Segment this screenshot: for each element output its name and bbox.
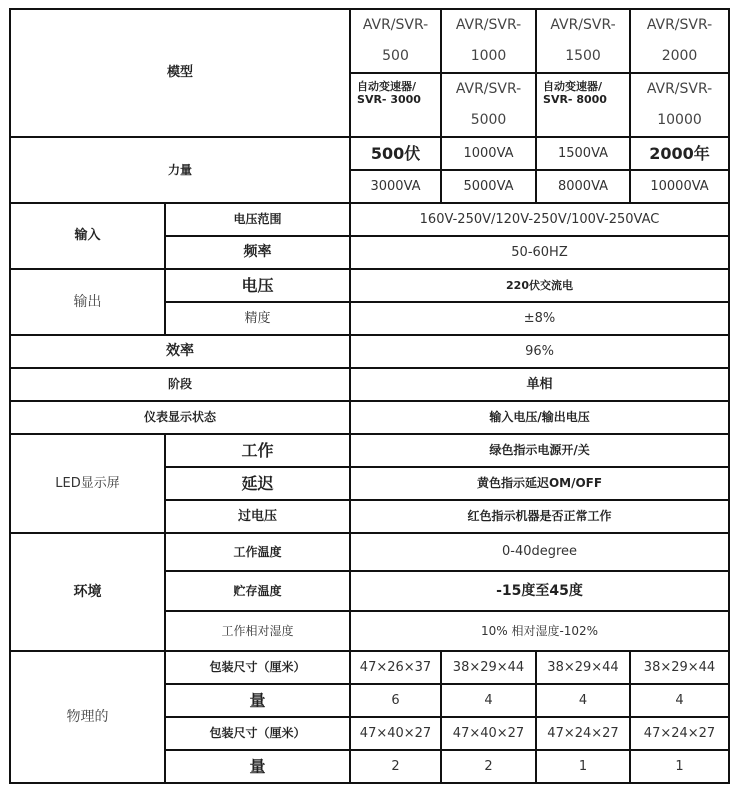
overvoltage-label: 过电压 bbox=[165, 500, 350, 533]
power-cell: 1000VA bbox=[441, 137, 536, 170]
humidity-value: 10% 相对湿度-102% bbox=[350, 611, 729, 651]
pack-size-label: 包装尺寸（厘米） bbox=[165, 651, 350, 684]
op-temp-label: 工作温度 bbox=[165, 533, 350, 571]
led-label: LED显示屏 bbox=[10, 434, 165, 533]
power-cell: 5000VA bbox=[441, 170, 536, 203]
power-cell: 2000年 bbox=[630, 137, 729, 170]
voltage-label: 电压 bbox=[165, 269, 350, 302]
storage-temp-value: -15度至45度 bbox=[350, 571, 729, 611]
qty-cell: 2 bbox=[350, 750, 441, 783]
qty-label: 量 bbox=[165, 750, 350, 783]
qty-cell: 4 bbox=[630, 684, 729, 717]
voltage-range-label: 电压范围 bbox=[165, 203, 350, 236]
qty-cell: 4 bbox=[536, 684, 630, 717]
pack-size-cell: 47×40×27 bbox=[441, 717, 536, 750]
frequency-label: 频率 bbox=[165, 236, 350, 269]
meter-label: 仪表显示状态 bbox=[10, 401, 350, 434]
voltage-range-value: 160V-250V/120V-250V/100V-250VAC bbox=[350, 203, 729, 236]
work-value: 绿色指示电源开/关 bbox=[350, 434, 729, 467]
phase-value: 单相 bbox=[350, 368, 729, 401]
pack-size-cell: 38×29×44 bbox=[536, 651, 630, 684]
pack-size-cell: 47×26×37 bbox=[350, 651, 441, 684]
pack-size-cell: 47×24×27 bbox=[536, 717, 630, 750]
accuracy-label: 精度 bbox=[165, 302, 350, 335]
power-cell: 3000VA bbox=[350, 170, 441, 203]
accuracy-value: ±8% bbox=[350, 302, 729, 335]
model-cell: 自动变速器/ SVR- 8000 bbox=[536, 73, 630, 137]
pack-size-cell: 47×40×27 bbox=[350, 717, 441, 750]
power-cell: 10000VA bbox=[630, 170, 729, 203]
voltage-value: 220伏交流电 bbox=[350, 269, 729, 302]
overvoltage-value: 红色指示机器是否正常工作 bbox=[350, 500, 729, 533]
frequency-value: 50-60HZ bbox=[350, 236, 729, 269]
qty-cell: 4 bbox=[441, 684, 536, 717]
model-cell: AVR/SVR- 1500 bbox=[536, 9, 630, 73]
pack-size-label: 包装尺寸（厘米） bbox=[165, 717, 350, 750]
model-cell: AVR/SVR- 5000 bbox=[441, 73, 536, 137]
efficiency-label: 效率 bbox=[10, 335, 350, 368]
meter-value: 输入电压/输出电压 bbox=[350, 401, 729, 434]
storage-temp-label: 贮存温度 bbox=[165, 571, 350, 611]
power-label: 力量 bbox=[10, 137, 350, 203]
phase-label: 阶段 bbox=[10, 368, 350, 401]
power-cell: 8000VA bbox=[536, 170, 630, 203]
model-cell: AVR/SVR- 500 bbox=[350, 9, 441, 73]
model-cell: AVR/SVR- 2000 bbox=[630, 9, 729, 73]
op-temp-value: 0-40degree bbox=[350, 533, 729, 571]
pack-size-cell: 38×29×44 bbox=[441, 651, 536, 684]
humidity-label: 工作相对湿度 bbox=[165, 611, 350, 651]
qty-cell: 6 bbox=[350, 684, 441, 717]
power-cell: 500伏 bbox=[350, 137, 441, 170]
delay-label: 延迟 bbox=[165, 467, 350, 500]
pack-size-cell: 47×24×27 bbox=[630, 717, 729, 750]
power-cell: 1500VA bbox=[536, 137, 630, 170]
input-label: 输入 bbox=[10, 203, 165, 269]
spec-table bbox=[9, 8, 730, 784]
pack-size-cell: 38×29×44 bbox=[630, 651, 729, 684]
model-cell: AVR/SVR- 1000 bbox=[441, 9, 536, 73]
qty-cell: 1 bbox=[536, 750, 630, 783]
model-cell: 自动变速器/ SVR- 3000 bbox=[350, 73, 441, 137]
qty-cell: 1 bbox=[630, 750, 729, 783]
qty-cell: 2 bbox=[441, 750, 536, 783]
env-label: 环境 bbox=[10, 533, 165, 651]
model-cell: AVR/SVR- 10000 bbox=[630, 73, 729, 137]
work-label: 工作 bbox=[165, 434, 350, 467]
model-label: 模型 bbox=[10, 9, 350, 137]
efficiency-value: 96% bbox=[350, 335, 729, 368]
output-label: 输出 bbox=[10, 269, 165, 335]
qty-label: 量 bbox=[165, 684, 350, 717]
physical-label: 物理的 bbox=[10, 651, 165, 783]
delay-value: 黄色指示延迟OM/OFF bbox=[350, 467, 729, 500]
